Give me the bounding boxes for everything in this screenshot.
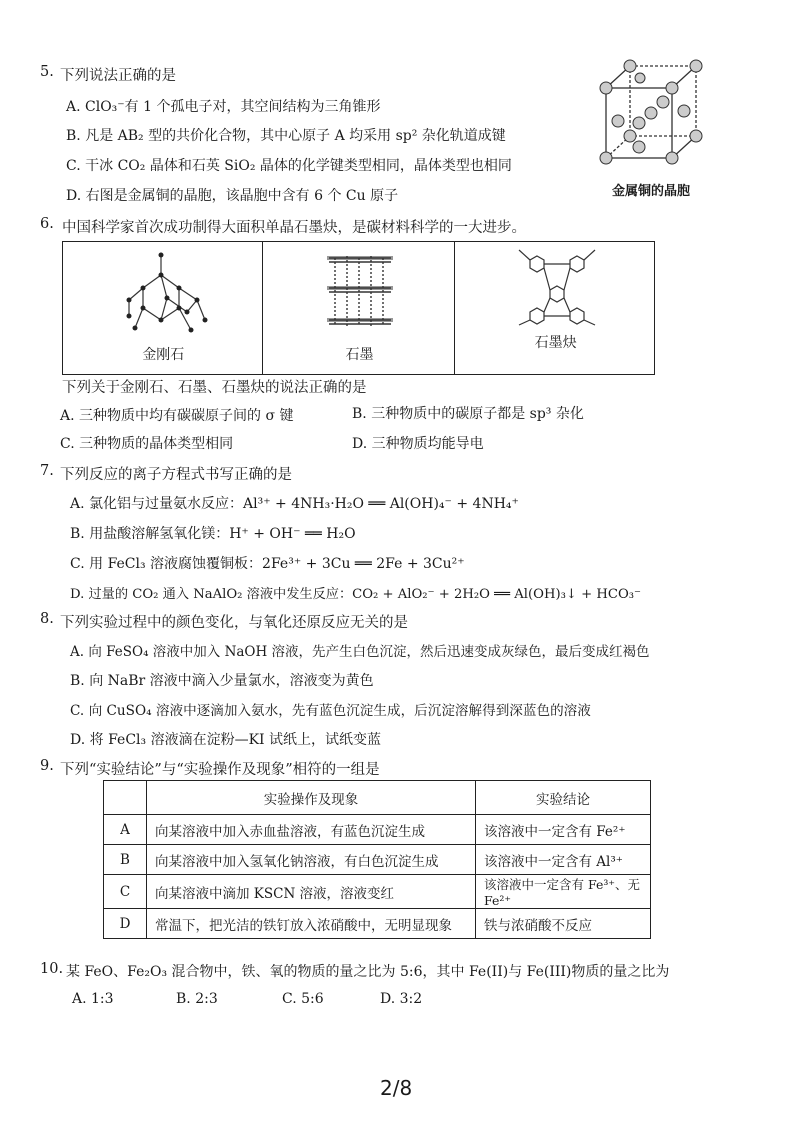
q9-row-label: C (104, 875, 147, 909)
diamond-structure-figure (121, 250, 211, 336)
page-number: 2/8 (380, 1076, 413, 1100)
table-row (104, 815, 651, 845)
q9-row-label: B (104, 845, 147, 875)
q6-figure-table (62, 241, 655, 375)
q9-row-operation: 向某溶液中滴加 KSCN 溶液，溶液变红 (147, 875, 476, 909)
q9-stem: 下列“实验结论”与“实验操作及现象”相符的一组是 (60, 762, 380, 778)
q6-sub-question: 下列关于金刚石、石墨、石墨炔的说法正确的是 (62, 380, 367, 396)
q9-row-conclusion: 铁与浓硝酸不反应 (476, 909, 651, 939)
q7-number: 7. (40, 463, 54, 479)
q5-number: 5. (40, 64, 54, 80)
q5-option-a: A. ClO₃⁻有 1 个孤电子对，其空间结构为三角锥形 (66, 99, 381, 115)
q8-option-d: D. 将 FeCl₃ 溶液滴在淀粉—KI 试纸上，试纸变蓝 (70, 732, 382, 748)
q9-row-operation: 向某溶液中加入赤血盐溶液，有蓝色沉淀生成 (147, 815, 476, 845)
q5-option-d: D. 右图是金属铜的晶胞，该晶胞中含有 6 个 Cu 原子 (66, 188, 399, 204)
q10-option-d: D. 3:2 (380, 991, 423, 1007)
q7-option-a: A. 氯化铝与过量氨水反应：Al³⁺ + 4NH₃·H₂O ══ Al(OH)₄⁻ + 4NH₄⁺ (70, 496, 519, 512)
q7-option-c: C. 用 FeCl₃ 溶液腐蚀覆铜板：2Fe³⁺ + 3Cu ══ 2Fe + 3Cu²⁺ (70, 556, 465, 572)
q6-option-a: A. 三种物质中均有碳碳原子间的 σ 键 (60, 408, 294, 424)
q5-option-b: B. 凡是 AB₂ 型的共价化合物，其中心原子 A 均采用 sp² 杂化轨道成键 (66, 128, 506, 144)
q8-option-b: B. 向 NaBr 溶液中滴入少量氯水，溶液变为黄色 (70, 673, 374, 689)
q8-option-c: C. 向 CuSO₄ 溶液中逐滴加入氨水，先有蓝色沉淀生成，后沉淀溶解得到深蓝色的溶液 (70, 703, 591, 719)
diamond-label: 金刚石 (142, 347, 185, 363)
q8-option-a: A. 向 FeSO₄ 溶液中加入 NaOH 溶液，先产生白色沉淀，然后迅速变成灰绿色，最后变成红褐色 (70, 644, 650, 660)
q9-number: 9. (40, 758, 54, 774)
graphdiyne-figure-cell (455, 242, 655, 375)
copper-figure-caption: 金属铜的晶胞 (612, 184, 691, 199)
graphdiyne-structure-figure (517, 246, 597, 326)
q10-option-b: B. 2:3 (176, 991, 218, 1007)
q5-option-c: C. 干冰 CO₂ 晶体和石英 SiO₂ 晶体的化学键类型相同，晶体类型也相同 (66, 158, 512, 174)
q7-option-b: B. 用盐酸溶解氢氧化镁：H⁺ + OH⁻ ══ H₂O (70, 526, 356, 542)
q9-row-conclusion: 该溶液中一定含有 Al³⁺ (476, 845, 651, 875)
table-row (104, 845, 651, 875)
copper-unit-cell-figure (596, 58, 706, 176)
q6-number: 6. (40, 216, 54, 232)
q9-header-operation: 实验操作及现象 (147, 781, 476, 815)
q9-header-blank (104, 781, 147, 815)
q9-table-header (104, 781, 651, 815)
q9-row-label: A (104, 815, 147, 845)
table-row (104, 875, 651, 909)
q10-stem: 某 FeO、Fe₂O₃ 混合物中，铁、氧的物质的量之比为 5:6，其中 Fe(II)与 Fe(III)物质的量之比为 (66, 964, 670, 980)
q10-number: 10. (40, 961, 64, 977)
q6-option-b: B. 三种物质中的碳原子都是 sp³ 杂化 (352, 406, 584, 422)
graphite-structure-figure (325, 248, 395, 334)
q9-header-conclusion: 实验结论 (476, 781, 651, 815)
q6-stem: 中国科学家首次成功制得大面积单晶石墨炔，是碳材料科学的一大进步。 (62, 220, 526, 236)
q7-stem: 下列反应的离子方程式书写正确的是 (60, 467, 292, 483)
graphdiyne-label: 石墨炔 (534, 335, 577, 351)
q9-row-label: D (104, 909, 147, 939)
q9-row-conclusion: 该溶液中一定含有 Fe³⁺、无 Fe²⁺ (476, 875, 651, 909)
q7-option-d: D. 过量的 CO₂ 通入 NaAlO₂ 溶液中发生反应：CO₂ + AlO₂⁻ + 2H₂O ══ Al(OH)₃↓ + HCO₃⁻ (70, 587, 642, 602)
q6-option-c: C. 三种物质的晶体类型相同 (60, 436, 234, 452)
q10-option-a: A. 1:3 (72, 991, 114, 1007)
q6-option-d: D. 三种物质均能导电 (352, 436, 484, 452)
table-row (104, 909, 651, 939)
diamond-figure-cell (63, 242, 263, 375)
q9-table (103, 780, 651, 939)
q9-row-operation: 向某溶液中加入氢氧化钠溶液，有白色沉淀生成 (147, 845, 476, 875)
q9-row-conclusion: 该溶液中一定含有 Fe²⁺ (476, 815, 651, 845)
graphite-figure-cell (262, 242, 455, 375)
q9-row-operation: 常温下，把光洁的铁钉放入浓硝酸中，无明显现象 (147, 909, 476, 939)
graphite-label: 石墨 (345, 347, 374, 363)
q5-stem: 下列说法正确的是 (60, 68, 176, 84)
q10-option-c: C. 5:6 (282, 991, 324, 1007)
q8-number: 8. (40, 611, 54, 627)
q8-stem: 下列实验过程中的颜色变化，与氧化还原反应无关的是 (60, 615, 408, 631)
